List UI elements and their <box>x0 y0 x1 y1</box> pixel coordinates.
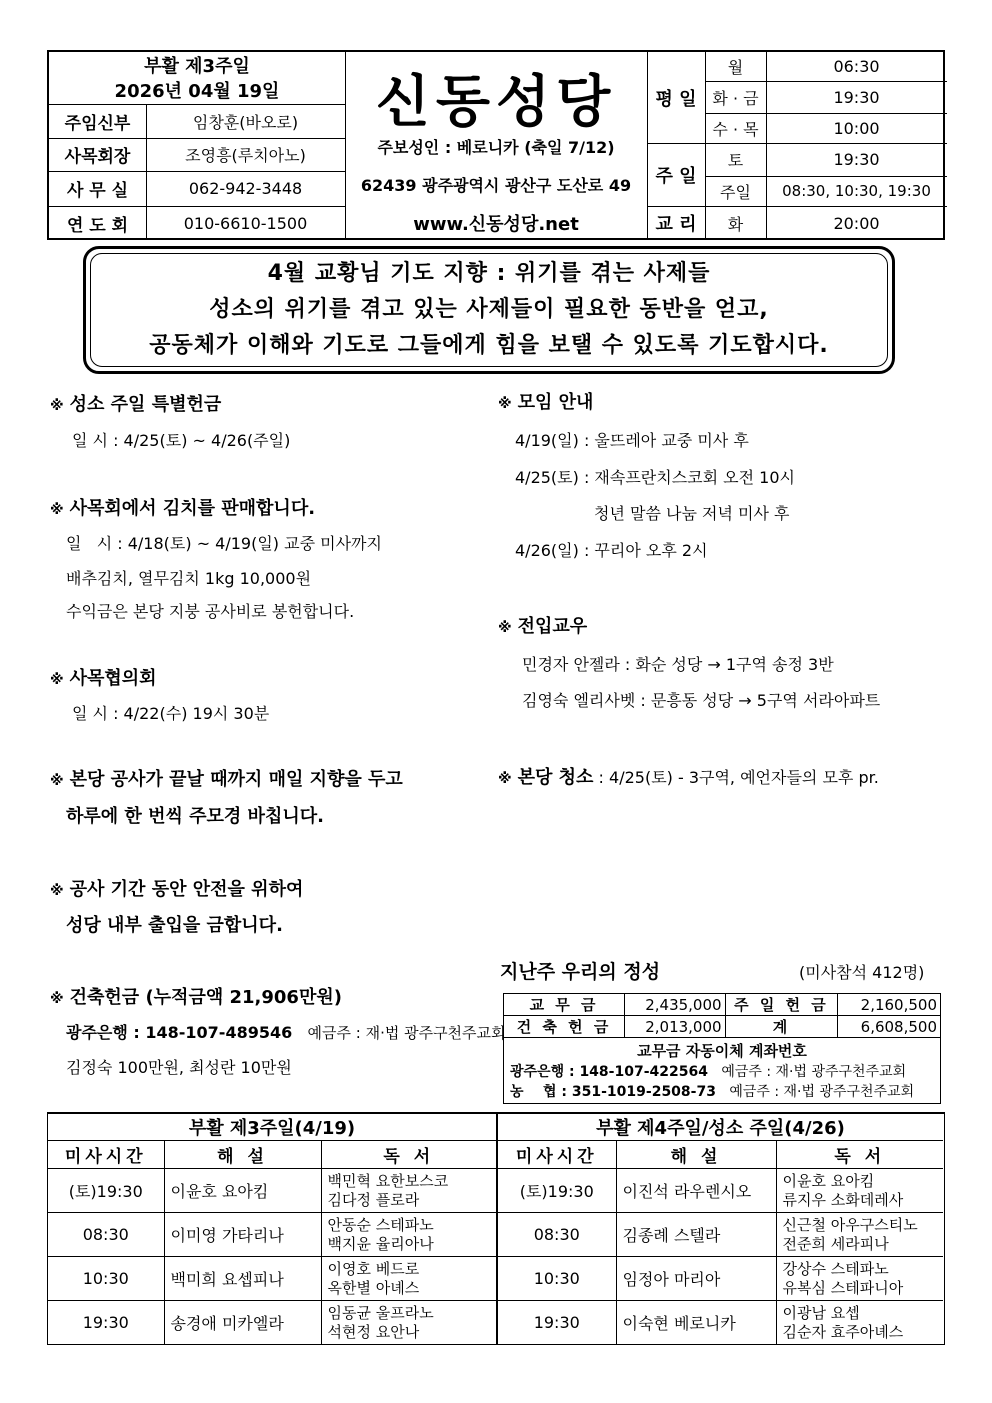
offering-amount: 2,160,500 <box>838 994 941 1016</box>
liturgy-schedule <box>47 1112 945 1345</box>
mass-attendance: (미사참석 412명) <box>799 963 925 982</box>
mass-time-cell: 10:30 <box>48 1257 164 1301</box>
mass-time: 19:30 <box>833 87 880 107</box>
col-reader-header: 독 서 <box>776 1141 943 1169</box>
doctrine-label: 교 리 <box>655 214 697 235</box>
commentator: 이미영 가타리나 <box>164 1213 321 1257</box>
weekday-label: 평 일 <box>655 88 697 110</box>
col-reader-header: 독 서 <box>321 1141 497 1169</box>
offering-amount: 2,013,000 <box>625 1016 726 1038</box>
mass-time-cell: 19:30 <box>498 1301 616 1345</box>
intention-line: 4월 교황님 기도 지향 : 위기를 겪는 사제들 <box>267 261 711 286</box>
mass-time: 19:30 <box>833 150 880 169</box>
building-fund-account: 광주은행 : 148-107-489546 예금주 : 재·법 광주구천주교회 <box>66 1023 506 1042</box>
schedule-row <box>498 1301 943 1345</box>
meeting-title: ※ 모임 안내 <box>498 392 594 413</box>
deanery-label: 연 도 회 <box>66 215 129 236</box>
reference-mark: ※ <box>498 771 512 787</box>
notice-line: 일 시 : 4/18(토) ~ 4/19(일) 교중 미사까지 <box>66 534 382 553</box>
mass-time: 08:30, 10:30, 19:30 <box>782 182 931 200</box>
mass-day: 수 · 목 <box>712 119 759 139</box>
auto-transfer-title: 교무금 자동이체 계좌번호 <box>637 1042 807 1060</box>
readers: 이영호 베드로 옥한별 아녜스 <box>321 1257 497 1301</box>
reference-mark: ※ <box>498 620 512 636</box>
mass-time-cell: 08:30 <box>498 1213 616 1257</box>
readers: 이윤호 요아킴 류지우 소화데레사 <box>776 1169 943 1213</box>
reference-mark: ※ <box>50 398 64 414</box>
prayer-intention-box <box>83 246 895 374</box>
notice-title-cont: 성당 내부 출입을 금합니다. <box>66 915 283 936</box>
notice-title-cont: 하루에 한 번씩 주모경 바칩니다. <box>66 806 324 827</box>
cleaning-notice: ※ 본당 청소 : 4/25(토) - 3구역, 예언자들의 모후 pr. <box>498 767 879 788</box>
col-commentary-header: 해 설 <box>616 1141 776 1169</box>
notice-title: ※ 사목회에서 김치를 판매합니다. <box>50 498 316 519</box>
schedule-table-this-week <box>48 1114 497 1345</box>
notice-title: ※ 성소 주일 특별헌금 <box>50 394 222 415</box>
notice-title: ※ 공사 기간 동안 안전을 위하여 <box>50 879 304 900</box>
commentator: 이윤호 요아킴 <box>164 1169 321 1213</box>
readers: 백민혁 요한보스코 김다정 플로라 <box>321 1169 497 1213</box>
building-fund-donors: 김정숙 100만원, 최성란 10만원 <box>66 1058 292 1077</box>
mass-time: 20:00 <box>833 213 880 233</box>
meeting-line: 4/26(일) : 꾸리아 오후 2시 <box>515 541 708 560</box>
commentator: 송경애 미카엘라 <box>164 1301 321 1345</box>
sunday-label: 주 일 <box>655 165 697 187</box>
office-label: 사 무 실 <box>66 181 129 201</box>
schedule-row <box>48 1301 497 1345</box>
reference-mark: ※ <box>50 883 64 899</box>
notice-title: ※ 건축헌금 (누적금액 21,906만원) <box>50 987 342 1008</box>
schedule-title: 부활 제3주일(4/19) <box>48 1114 497 1141</box>
notice-line: 수익금은 본당 지붕 공사비로 봉헌합니다. <box>66 602 355 621</box>
schedule-row <box>48 1257 497 1301</box>
mass-day: 토 <box>727 151 744 170</box>
reference-mark: ※ <box>50 502 64 518</box>
reference-mark: ※ <box>50 991 64 1007</box>
schedule-row <box>48 1169 497 1213</box>
deanery-phone[interactable]: 010-6610-1500 <box>183 213 308 233</box>
commentator: 백미희 요셉피나 <box>164 1257 321 1301</box>
intention-line: 성소의 위기를 겪고 있는 사제들이 필요한 동반을 얻고, <box>209 297 769 322</box>
reference-mark: ※ <box>50 672 64 688</box>
patron-saint: 주보성인 : 베로니카 (축일 7/12) <box>377 137 615 157</box>
readers: 강상수 스테파노 유복심 스테파니아 <box>776 1257 943 1301</box>
offering-label: 교 무 금 <box>504 994 625 1016</box>
mass-time: 10:00 <box>833 118 880 138</box>
schedule-row <box>48 1213 497 1257</box>
transfer-line: 민경자 안젤라 : 화순 성당 → 1구역 송정 3반 <box>522 655 834 674</box>
commentator: 이숙현 베로니카 <box>616 1301 776 1345</box>
commentator: 김종례 스텔라 <box>616 1213 776 1257</box>
offering-amount: 2,435,000 <box>625 994 726 1016</box>
meeting-line: 청년 말씀 나눔 저녁 미사 후 <box>594 504 790 523</box>
bulletin-header <box>47 50 945 240</box>
schedule-row <box>498 1257 943 1301</box>
auto-transfer-account: 광주은행 : 148-107-422564 예금주 : 재·법 광주구천주교회 <box>510 1064 907 1080</box>
mass-day: 월 <box>727 58 744 77</box>
council-president-label: 사목회장 <box>64 147 131 167</box>
schedule-table-next-week <box>498 1114 943 1345</box>
offering-table <box>503 993 941 1104</box>
readers: 안동순 스테파노 백지윤 율리아나 <box>321 1213 497 1257</box>
notice-line: 일 시 : 4/22(수) 19시 30분 <box>72 704 270 723</box>
mass-time-cell: 19:30 <box>48 1301 164 1345</box>
readers: 임동균 울프라노 석현정 요안나 <box>321 1301 497 1345</box>
mass-time-cell: (토)19:30 <box>498 1169 616 1213</box>
mass-time-cell: 08:30 <box>48 1213 164 1257</box>
transfer-title: ※ 전입교우 <box>498 616 588 637</box>
offering-title: 지난주 우리의 정성 <box>500 961 661 983</box>
col-commentary-header: 해 설 <box>164 1141 321 1169</box>
auto-transfer-account: 농 협 : 351-1019-2508-73 예금주 : 재·법 광주구천주교회 <box>510 1084 915 1100</box>
mass-day: 주일 <box>720 182 751 202</box>
offering-label: 계 <box>725 1016 838 1038</box>
offering-amount: 6,608,500 <box>838 1016 941 1038</box>
week-title: 부활 제3주일 <box>144 56 250 77</box>
col-time-header: 미사시간 <box>48 1141 164 1169</box>
notice-title: ※ 사목협의회 <box>50 668 157 689</box>
notice-line: 일 시 : 4/25(토) ~ 4/26(주일) <box>72 431 291 450</box>
mass-time-cell: 10:30 <box>498 1257 616 1301</box>
notice-line: 배추김치, 열무김치 1kg 10,000원 <box>66 569 312 588</box>
meeting-line: 4/19(일) : 울뜨레아 교중 미사 후 <box>515 431 749 450</box>
schedule-row <box>498 1213 943 1257</box>
transfer-line: 김영숙 엘리사벳 : 문흥동 성당 → 5구역 서라아파트 <box>522 691 881 710</box>
readers: 신근철 아우구스티노 전준희 세라피나 <box>776 1213 943 1257</box>
parish-website[interactable]: www.신동성당.net <box>413 214 579 235</box>
pastor-label: 주임신부 <box>64 113 131 134</box>
readers: 이광남 요셉 김순자 효주아녜스 <box>776 1301 943 1345</box>
meeting-line: 4/25(토) : 재속프란치스코회 오전 10시 <box>515 468 795 487</box>
office-phone[interactable]: 062-942-3448 <box>188 179 303 198</box>
schedule-row <box>498 1169 943 1213</box>
parish-address: 62439 광주광역시 광산구 도산로 49 <box>360 175 632 195</box>
mass-day: 화 · 금 <box>712 88 759 108</box>
commentator: 임정아 마리아 <box>616 1257 776 1301</box>
mass-day: 화 <box>727 214 744 234</box>
bulletin-date: 2026년 04월 19일 <box>114 81 280 102</box>
mass-time-cell: (토)19:30 <box>48 1169 164 1213</box>
intention-line: 공동체가 이해와 기도로 그들에게 힘을 보탤 수 있도록 기도합시다. <box>149 333 829 358</box>
offering-label: 건 축 헌 금 <box>504 1016 625 1038</box>
offering-label: 주 일 헌 금 <box>725 994 838 1016</box>
commentator: 이진석 라우렌시오 <box>616 1169 776 1213</box>
mass-time: 06:30 <box>833 57 880 76</box>
col-time-header: 미사시간 <box>498 1141 616 1169</box>
pastor-name: 임창훈(바오로) <box>192 112 299 132</box>
reference-mark: ※ <box>50 773 64 789</box>
reference-mark: ※ <box>498 396 512 412</box>
parish-name: 신동성당 <box>375 70 617 135</box>
schedule-title: 부활 제4주일/성소 주일(4/26) <box>498 1114 943 1141</box>
notice-title: ※ 본당 공사가 끝날 때까지 매일 지향을 두고 <box>50 769 403 790</box>
council-president-name: 조영흥(루치아노) <box>185 146 306 165</box>
